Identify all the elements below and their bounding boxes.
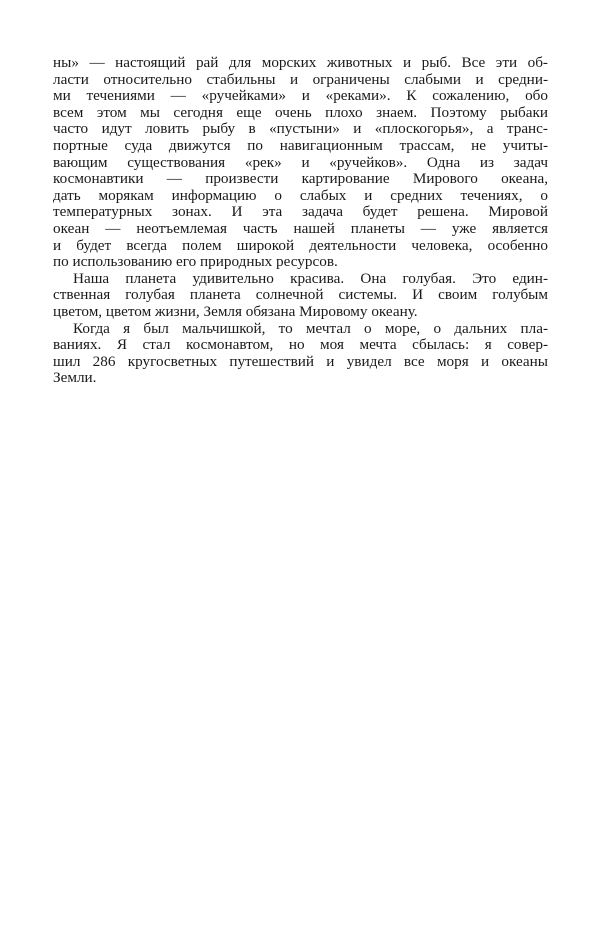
paragraph-blue-planet	[53, 271, 548, 321]
text-line: всем этом мы сегодня еще очень плохо знаем. Поэтому рыбаки	[53, 103, 548, 121]
text-line: по использованию его природных ресурсов.	[53, 253, 338, 271]
text-line: ми течениями — «ручейками» и «реками». К сожалению, обо	[53, 87, 548, 105]
text-line: температурных зонах. И эта задача будет решена. Мировой	[53, 203, 548, 221]
text-line: дать морякам информацию о слабых и средних течениях, о	[53, 186, 548, 204]
text-line: ственная голубая планета солнечной системы. И своим голубым	[53, 286, 548, 304]
text-line: вающим существования «рек» и «ручейков». Одна из задач	[53, 153, 548, 171]
text-line: цветом, цветом жизни, Земля обязана Мировому океану.	[53, 302, 418, 320]
text-line: шил 286 кругосветных путешествий и увидел все моря и океаны	[53, 352, 548, 370]
book-page-text	[53, 55, 548, 387]
text-line: космонавтики — произвести картирование Мирового океана,	[53, 170, 548, 188]
paragraph-oceans	[53, 55, 548, 271]
text-line: часто идут ловить рыбу в «пустыни» и «плоскогорья», а транс-	[53, 120, 548, 138]
text-line: ваниях. Я стал космонавтом, но моя мечта сбылась: я совер-	[53, 336, 548, 354]
text-line: Земли.	[53, 369, 97, 387]
text-line: ны» — настоящий рай для морских животных и рыб. Все эти об-	[53, 54, 548, 71]
text-line: океан — неотъемлемая часть нашей планеты — уже является	[53, 219, 548, 237]
text-line: портные суда движутся по навигационным трассам, не учиты-	[53, 136, 548, 154]
paragraph-childhood-dream	[53, 321, 548, 387]
text-line: ласти относительно стабильны и ограничены слабыми и средни-	[53, 70, 548, 88]
text-line: и будет всегда полем широкой деятельности человека, особенно	[53, 236, 548, 254]
text-line: Когда я был мальчишкой, то мечтал о море, о дальних пла-	[73, 319, 548, 337]
text-line: Наша планета удивительно красива. Она голубая. Это един-	[73, 269, 548, 287]
